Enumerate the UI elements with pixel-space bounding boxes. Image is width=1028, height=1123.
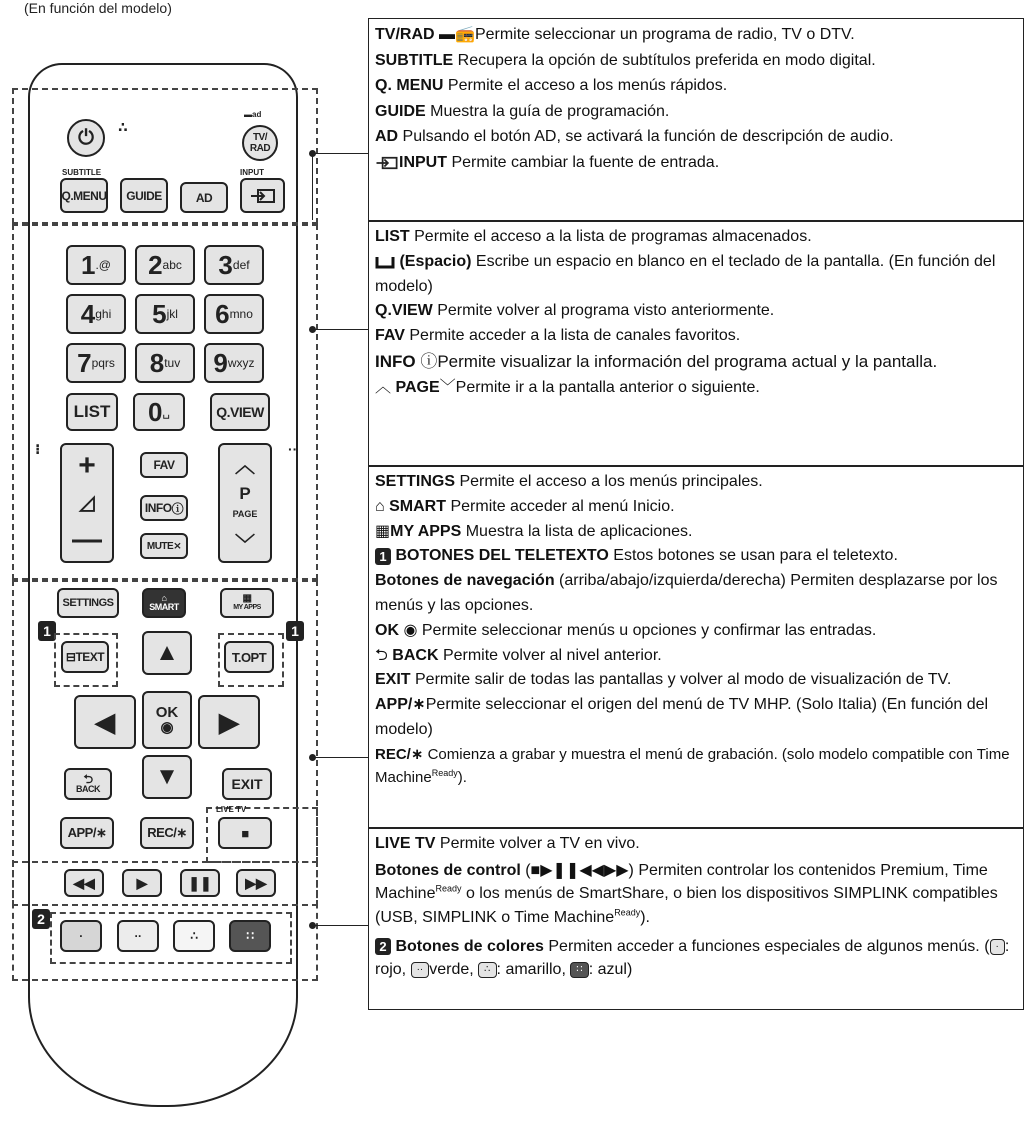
number-2-button[interactable] xyxy=(135,245,195,285)
badge-2: 2 xyxy=(375,938,391,955)
number-letters: wxyz xyxy=(227,356,255,370)
leader-line xyxy=(312,757,368,758)
back-button[interactable] xyxy=(64,768,112,800)
desc-colors: 2 Botones de colores Permiten acceder a funciones especiales de algunos menús. ( · : rojo, ·· verde, ∴ : amarillo, ∷ : azul) xyxy=(375,937,1010,978)
blue-button[interactable]: ∷ xyxy=(229,920,271,952)
nav-left-button[interactable]: ◀ xyxy=(74,695,136,749)
desc-livetv: LIVE TV Permite volver a TV en vivo. xyxy=(375,835,640,852)
pause-button[interactable]: ❚❚ xyxy=(180,869,220,897)
badge-1: 1 xyxy=(375,548,391,565)
q-menu-button[interactable]: Q.MENU xyxy=(60,178,108,213)
leader-line xyxy=(312,153,368,154)
q-view-button[interactable]: Q.VIEW xyxy=(210,393,270,431)
dots: ⁝ xyxy=(35,441,41,457)
text-label: TEXT xyxy=(75,650,105,664)
desc-subtitle: SUBTITLE Recupera la opción de subtítulos preferida en modo digital. xyxy=(375,51,876,69)
my-apps-label: MY APPS xyxy=(233,604,261,611)
page-down-icon[interactable]: ﹀ xyxy=(235,533,255,556)
caption: (En función del modelo) xyxy=(24,0,172,16)
desc-page: ︿ PAGE﹀Permite ir a la pantalla anterior o siguiente. xyxy=(375,378,760,396)
leader-line xyxy=(312,329,368,330)
desc-teletext: 1 BOTONES DEL TELETEXTO Estos botones se usan para el teletexto. xyxy=(375,544,1015,569)
page-rocker[interactable] xyxy=(218,443,272,563)
rec-button[interactable]: REC/∗ xyxy=(140,817,194,849)
desc-back: ⮌ BACK Permite volver al nivel anterior. xyxy=(375,646,662,664)
number-letters: def xyxy=(232,258,250,272)
number-letters: ghi xyxy=(95,307,112,321)
mute-button[interactable] xyxy=(140,533,188,559)
number-4-button[interactable] xyxy=(66,294,126,334)
number-3-button[interactable] xyxy=(204,245,264,285)
input-icon xyxy=(250,188,276,204)
dots: ·· xyxy=(288,441,298,457)
tv-radio-icon: ▬ad xyxy=(244,110,262,119)
back-label: BACK xyxy=(76,784,100,794)
number-7-button[interactable] xyxy=(66,343,126,383)
number-letters: abc xyxy=(162,258,182,272)
number-digit: 1 xyxy=(81,249,95,280)
section-number-controls xyxy=(368,221,1024,466)
ad-button[interactable]: AD xyxy=(180,182,228,213)
ok-icon: ◉ xyxy=(160,719,174,736)
input-button[interactable] xyxy=(240,178,285,213)
number-6-button[interactable] xyxy=(204,294,264,334)
page-up-icon[interactable]: ︿ xyxy=(235,455,255,478)
desc-navigation: Botones de navegación (arriba/abajo/izquierda/derecha) Permiten desplazarse por los menús y las opciones. xyxy=(375,572,998,614)
red-button[interactable]: · xyxy=(60,920,102,952)
volume-up[interactable]: + xyxy=(78,448,96,482)
info-icon: ⓘ xyxy=(171,501,184,516)
live-tv-button[interactable]: ■ xyxy=(218,817,272,849)
desc-settings: SETTINGS Permite el acceso a los menús principales. xyxy=(375,473,763,490)
nav-right-button[interactable]: ▶ xyxy=(198,695,260,749)
dots: ∴ xyxy=(118,119,128,135)
ok-icon: ◉ xyxy=(403,621,418,639)
guide-button[interactable]: GUIDE xyxy=(120,178,168,213)
power-button[interactable]: ⏻ xyxy=(67,119,105,157)
mute-label: MUTE xyxy=(146,540,174,552)
number-digit: 6 xyxy=(215,298,229,329)
section-navigation-controls xyxy=(368,466,1024,828)
list-button[interactable]: LIST xyxy=(66,393,118,431)
desc-input: INPUT Permite cambiar la fuente de entrada. xyxy=(375,150,1015,176)
space-icon: ␣ xyxy=(162,405,171,419)
number-digit: 5 xyxy=(152,298,166,329)
grid-icon: ▦ xyxy=(242,593,252,604)
chevron-up-icon: ︿ xyxy=(375,378,392,396)
app-button[interactable]: APP/∗ xyxy=(60,817,114,849)
number-digit: 2 xyxy=(148,249,162,280)
zero-button[interactable] xyxy=(133,393,185,431)
zero-digit: 0 xyxy=(147,396,162,427)
desc-rec: REC/∗ Comienza a grabar y muestra el menú de grabación. (solo modelo compatible con Time Machine$^{Ready}$). xyxy=(375,745,1010,787)
tv-rad-button[interactable]: TV/ RAD xyxy=(242,125,278,161)
green-key-icon: ·· xyxy=(411,962,430,978)
number-letters: jkl xyxy=(166,307,178,321)
desc-ad: AD Pulsando el botón AD, se activará la función de descripción de audio. xyxy=(375,128,894,146)
desc-qview: Q.VIEW Permite volver al programa visto anteriormente. xyxy=(375,302,775,320)
desc-space: (Espacio) Escribe un espacio en blanco en el teclado de la pantalla. (En función del modelo) xyxy=(375,252,996,295)
number-5-button[interactable] xyxy=(135,294,195,334)
page-label: PAGE xyxy=(232,509,258,520)
home-icon: ⌂ xyxy=(375,497,385,515)
number-digit: 9 xyxy=(213,347,227,378)
number-8-button[interactable] xyxy=(135,343,195,383)
mute-icon: ⨯ xyxy=(173,540,182,552)
livetv-label: LIVE TV xyxy=(216,805,247,814)
t-opt-button[interactable]: T.OPT xyxy=(224,641,274,673)
yellow-button[interactable]: ∴ xyxy=(173,920,215,952)
nav-up-button[interactable]: ▲ xyxy=(142,631,192,675)
desc-ok: OK ◉ Permite seleccionar menús u opciones y confirmar las entradas. xyxy=(375,621,877,639)
desc-fav: FAV Permite acceder a la lista de canales favoritos. xyxy=(375,327,741,345)
volume-rocker[interactable] xyxy=(60,443,114,563)
rewind-button[interactable]: ◀◀ xyxy=(64,869,104,897)
space-icon xyxy=(375,255,395,269)
home-icon: ⌂ xyxy=(161,593,167,603)
back-icon: ⮌ xyxy=(375,646,388,664)
settings-button[interactable]: SETTINGS xyxy=(57,588,119,618)
number-letters: pqrs xyxy=(91,356,115,370)
desc-app: APP/∗Permite seleccionar el origen del menú de TV MHP. (Solo Italia) (En función del modelo) xyxy=(375,696,989,738)
input-icon xyxy=(375,156,399,170)
desc-info: INFO ⓘPermite visualizar la información del programa actual y la pantalla. xyxy=(375,349,1015,376)
fast-forward-button[interactable]: ▶▶ xyxy=(236,869,276,897)
badge-2: 2 xyxy=(32,909,50,929)
smart-label: SMART xyxy=(149,602,179,612)
leader-line xyxy=(312,925,368,926)
desc-qmenu: Q. MENU Permite el acceso a los menús rápidos. xyxy=(375,77,728,95)
green-button[interactable]: ·· xyxy=(117,920,159,952)
remote-control xyxy=(28,63,298,1107)
volume-down[interactable]: — xyxy=(72,523,102,557)
badge-1-right: 1 xyxy=(286,621,304,641)
subtitle-label: SUBTITLE xyxy=(62,168,102,177)
grid-icon: ▦ xyxy=(375,522,391,540)
chevron-down-icon: ﹀ xyxy=(439,378,456,396)
exit-button[interactable]: EXIT xyxy=(222,768,272,800)
back-icon: ⮌ xyxy=(83,772,93,786)
ok-button[interactable] xyxy=(142,691,192,749)
desc-myapps: ▦MY APPS Muestra la lista de aplicaciones. xyxy=(375,522,693,540)
desc-list: LIST Permite el acceso a la lista de programas almacenados. xyxy=(375,228,812,245)
badge-1-left: 1 xyxy=(38,621,56,641)
text-button[interactable] xyxy=(61,641,109,673)
number-1-button[interactable] xyxy=(66,245,126,285)
input-label: INPUT xyxy=(240,168,264,177)
desc-smart: ⌂ SMART Permite acceder al menú Inicio. xyxy=(375,497,675,515)
yellow-key-icon: ∴ xyxy=(478,962,496,978)
text-icon: ⊟ xyxy=(65,650,76,664)
nav-down-button[interactable]: ▼ xyxy=(142,755,192,799)
info-button[interactable] xyxy=(140,495,188,521)
number-letters: mno xyxy=(229,307,253,321)
red-key-icon: · xyxy=(990,939,1005,955)
section-playback-controls xyxy=(368,828,1024,1010)
number-digit: 8 xyxy=(149,347,164,378)
play-button[interactable]: ▶ xyxy=(122,869,162,897)
number-letters: tuv xyxy=(164,356,181,370)
ok-label: OK xyxy=(155,704,179,721)
number-digit: 4 xyxy=(80,298,95,329)
number-letters: .@ xyxy=(95,258,111,272)
section-top-controls xyxy=(368,18,1024,221)
number-digit: 7 xyxy=(77,347,91,378)
number-9-button[interactable] xyxy=(204,343,264,383)
volume-icon: ◿ xyxy=(79,492,95,515)
smart-button[interactable] xyxy=(142,588,186,618)
number-digit: 3 xyxy=(218,249,232,280)
desc-tvrad: TV/RAD ▬📻Permite seleccionar un programa de radio, TV o DTV. xyxy=(375,22,1015,48)
desc-control: Botones de control (■▶❚❚◀◀▶▶) Permiten controlar los contenidos Premium, Time Machine$^{Ready}$ o los menús de SmartShare, o bien los dispositivos SIMPLINK compatibles (USB, SIMPLINK o Time Machine$^{Ready}$). xyxy=(375,862,998,926)
my-apps-button[interactable] xyxy=(220,588,274,618)
page-p: P xyxy=(239,483,251,503)
info-label: INFO xyxy=(144,501,172,515)
blue-key-icon: ∷ xyxy=(570,962,588,978)
desc-guide: GUIDE Muestra la guía de programación. xyxy=(375,102,670,120)
leader-bar xyxy=(312,154,313,220)
info-icon: ⓘ xyxy=(420,352,438,372)
fav-button[interactable]: FAV xyxy=(140,452,188,478)
desc-exit: EXIT Permite salir de todas las pantallas y volver al modo de visualización de TV. xyxy=(375,671,952,689)
tv-radio-icon: ▬📻 xyxy=(439,26,475,43)
